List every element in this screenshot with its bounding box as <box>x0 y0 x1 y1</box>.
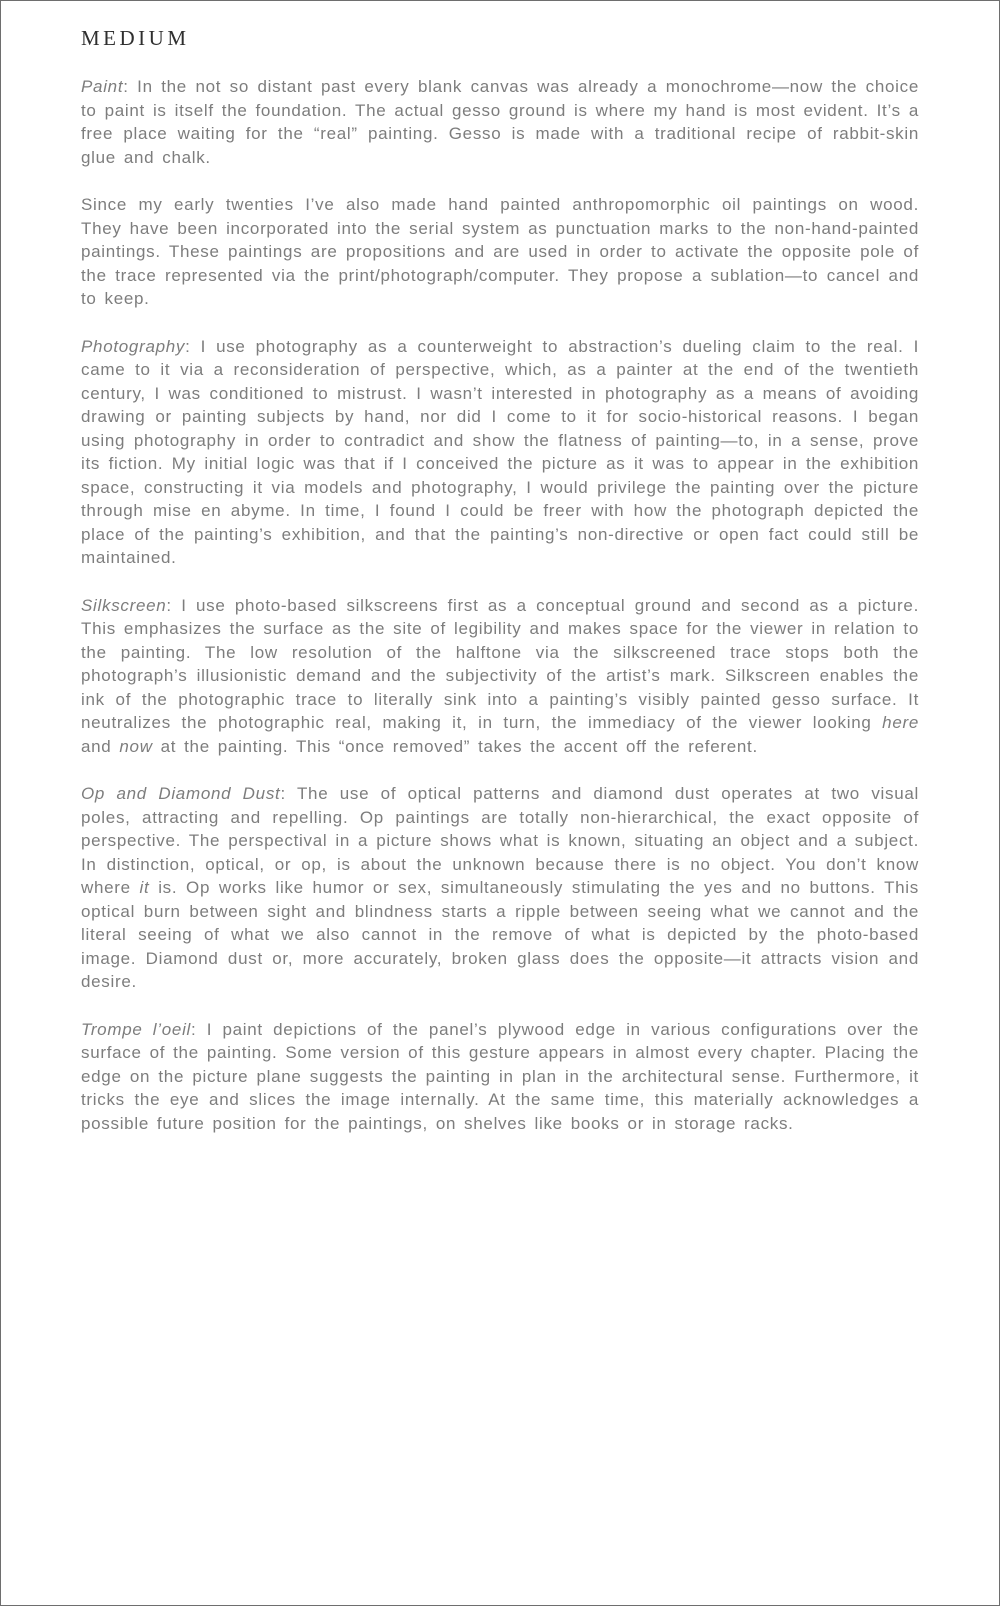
paragraph-text: : I paint depictions of the panel’s plywood edge in various configurations over the surface of the painting. Some version of this gesture appears in almost every chapter. Placing the edge on the picture plane suggests the painting in plan in the architectural sense. Furthermore, it tricks the eye and slices the image internally. At the same time, this materially acknowledges a possible future position for the paintings, on shelves like books or in storage racks. <box>81 1019 919 1133</box>
paragraph-text: : I use photo-based silkscreens first as a conceptual ground and second as a picture. This emphasizes the surface as the site of legibility and makes space for the viewer in relation to the painting. The low resolution of the halftone via the silkscreened trace stops both the photograph’s illusionistic demand and the subjectivity of the artist’s mark. Silkscreen enables the ink of the photographic trace to literally sink into a painting’s visibly painted gesso surface. It neutralizes the photographic real, making it, in turn, the immediacy of the viewer looking <box>81 595 919 732</box>
paragraph-silkscreen <box>81 594 919 759</box>
paragraph-hand-painted <box>81 193 919 311</box>
paragraph-op-and-diamond-dust <box>81 782 919 994</box>
paragraph-lead: Paint <box>81 77 124 96</box>
paragraph-text: at the painting. This “once removed” takes the accent off the referent. <box>152 736 758 756</box>
paragraph-text: : The use of optical patterns and diamond dust operates at two visual poles, attracting and repelling. Op paintings are totally non-hierarchical, the exact opposite of perspective. The perspectival in a picture shows what is known, situating an object and a subject. In distinction, optical, or op, is about the unknown because there is no object. You don’t know where <box>81 784 919 897</box>
paragraph-text: is. Op works like humor or sex, simultaneously stimulating the yes and no buttons. This optical burn between sight and blindness starts a ripple between seeing what we cannot and the literal seeing of what we also cannot in the remove of what is depicted by the photo-based image. Diamond dust or, more accurately, broken glass does the opposite—it attracts vision and desire. <box>81 878 919 991</box>
emphasis-now: now <box>119 736 153 756</box>
paragraph-lead: Photography <box>81 336 186 356</box>
emphasis-it: it <box>139 878 150 897</box>
paragraph-text: : I use photography as a counterweight to abstraction’s dueling claim to the real. I came to it via a reconsideration of perspective, which, as a painter at the end of the twentieth century, I was conditioned to mistrust. I wasn’t interested in photography as a means of avoiding drawing or painting subjects by hand, nor did I come to it for socio-historical reasons. I began using photography in order to contradict and show the flatness of painting—to, in a sense, prove its fiction. My initial logic was that if I conceived the picture as it was to appear in the exhibition space, constructing it via models and photography, I would privilege the painting over the picture through mise en abyme. In time, I found I could be freer with how the photograph depicted the place of the painting’s exhibition, and that the painting’s non-directive or open fact could still be maintained. <box>81 336 919 567</box>
emphasis-here: here <box>882 713 919 732</box>
paragraph-text: : In the not so distant past every blank canvas was already a monochrome—now the choice to paint is itself the foundation. The actual gesso ground is where my hand is most evident. It’s a free place waiting for the “real” painting. Gesso is made with a traditional recipe of rabbit-skin glue and chalk. <box>81 77 919 167</box>
paragraph-trompe-loeil <box>81 1018 919 1136</box>
paragraph-photography <box>81 335 919 570</box>
paragraph-lead: Op and Diamond Dust <box>81 784 281 803</box>
paragraph-text: and <box>81 736 120 756</box>
paragraph-lead: Trompe l’oeil <box>81 1019 192 1039</box>
paragraph-text: Since my early twenties I’ve also made hand painted anthropomorphic oil paintings on wood. They have been incorporated into the serial system as punctuation marks to the non-hand-painted paintings. These paintings are propositions and are used in order to activate the opposite pole of the trace represented via the print/photograph/computer. They propose a sublation—to cancel and to keep. <box>81 195 919 308</box>
paragraph-paint <box>81 75 919 169</box>
page-title: MEDIUM <box>81 26 190 50</box>
paragraph-lead: Silkscreen <box>81 595 167 615</box>
